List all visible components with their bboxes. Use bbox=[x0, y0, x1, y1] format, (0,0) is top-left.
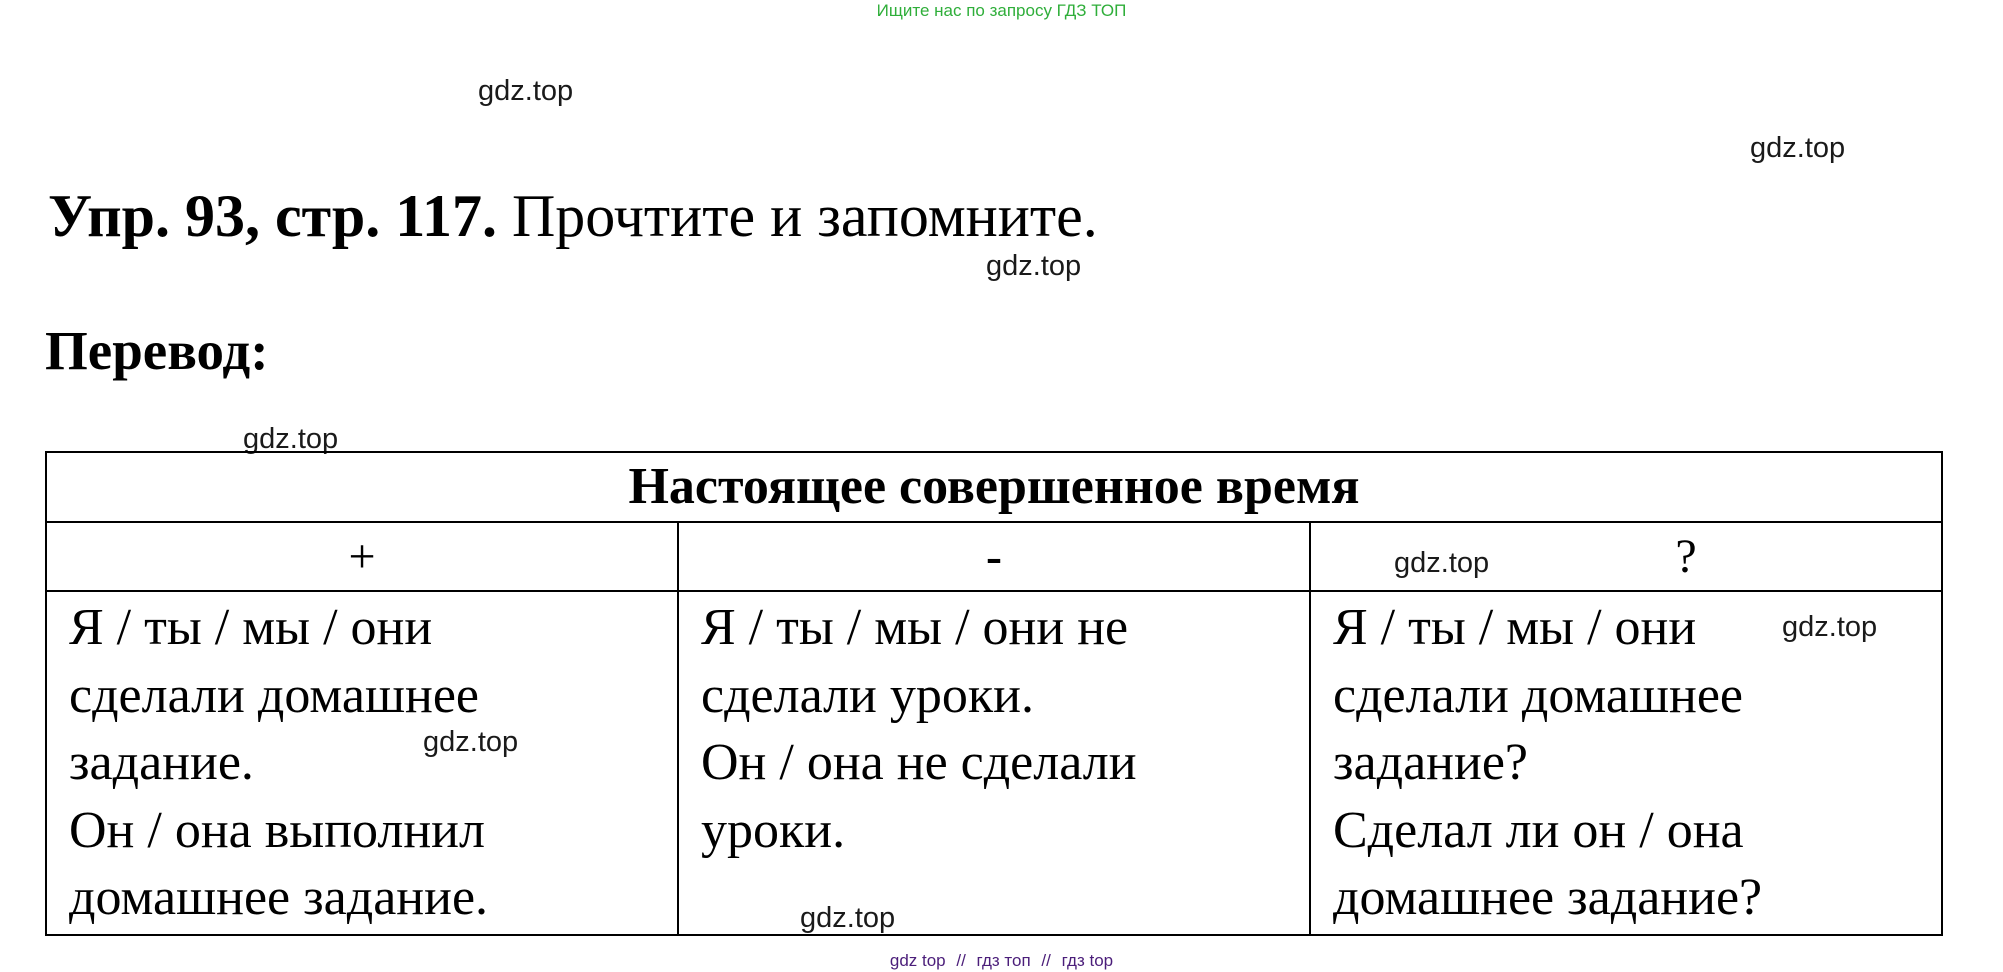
watermark: gdz.top bbox=[1394, 547, 1490, 579]
sign-positive: + bbox=[46, 522, 678, 591]
example-line: Я / ты / мы / они bbox=[1333, 599, 1697, 656]
example-line: задание. bbox=[69, 734, 254, 791]
example-line: домашнее задание. bbox=[69, 869, 489, 926]
example-line: Я / ты / мы / они bbox=[69, 599, 433, 656]
exercise-number: Упр. 93, стр. 117. bbox=[48, 183, 497, 249]
footer-link-gdz-top-mixed[interactable]: гдз top bbox=[1061, 951, 1114, 970]
example-line: сделали домашнее bbox=[1333, 666, 1744, 724]
footer-links bbox=[0, 950, 2003, 972]
footer-separator: // bbox=[956, 951, 966, 970]
top-banner: Ищите нас по запросу ГДЗ ТОП bbox=[876, 1, 1127, 20]
sign-question-text: ? bbox=[1675, 529, 1697, 583]
example-line: Он / она выполнил bbox=[69, 801, 485, 859]
negative-examples bbox=[678, 591, 1310, 935]
watermark: gdz.top bbox=[1750, 132, 1846, 164]
translation-label: Перевод: bbox=[45, 320, 269, 381]
watermark: gdz.top bbox=[986, 250, 1082, 282]
example-line: Сделал ли он / она bbox=[1333, 801, 1744, 859]
example-line: задание? bbox=[1333, 734, 1528, 791]
exercise-instruction: Прочтите и запомните. bbox=[511, 183, 1098, 249]
watermark: gdz.top bbox=[800, 902, 896, 934]
example-line: Я / ты / мы / они не bbox=[701, 599, 1129, 656]
watermark: gdz.top bbox=[1782, 611, 1878, 643]
example-line: сделали уроки. bbox=[701, 666, 1034, 724]
example-line: уроки. bbox=[701, 801, 846, 859]
example-line: домашнее задание? bbox=[1333, 869, 1763, 926]
footer-separator: // bbox=[1041, 951, 1051, 970]
table-title: Настоящее совершенное время bbox=[46, 452, 1942, 522]
exercise-heading bbox=[48, 180, 1098, 252]
example-line: Он / она не сделали bbox=[701, 734, 1137, 791]
sign-negative: - bbox=[678, 522, 1310, 591]
watermark: gdz.top bbox=[243, 423, 339, 455]
footer-link-gdz-top[interactable]: gdz top bbox=[889, 951, 946, 970]
watermark: gdz.top bbox=[478, 75, 574, 107]
positive-examples bbox=[46, 591, 678, 935]
example-line: сделали домашнее bbox=[69, 666, 480, 724]
footer-link-gdz-top-cyrillic[interactable]: гдз топ bbox=[976, 951, 1031, 970]
tense-table bbox=[45, 451, 1943, 936]
watermark: gdz.top bbox=[423, 726, 519, 758]
